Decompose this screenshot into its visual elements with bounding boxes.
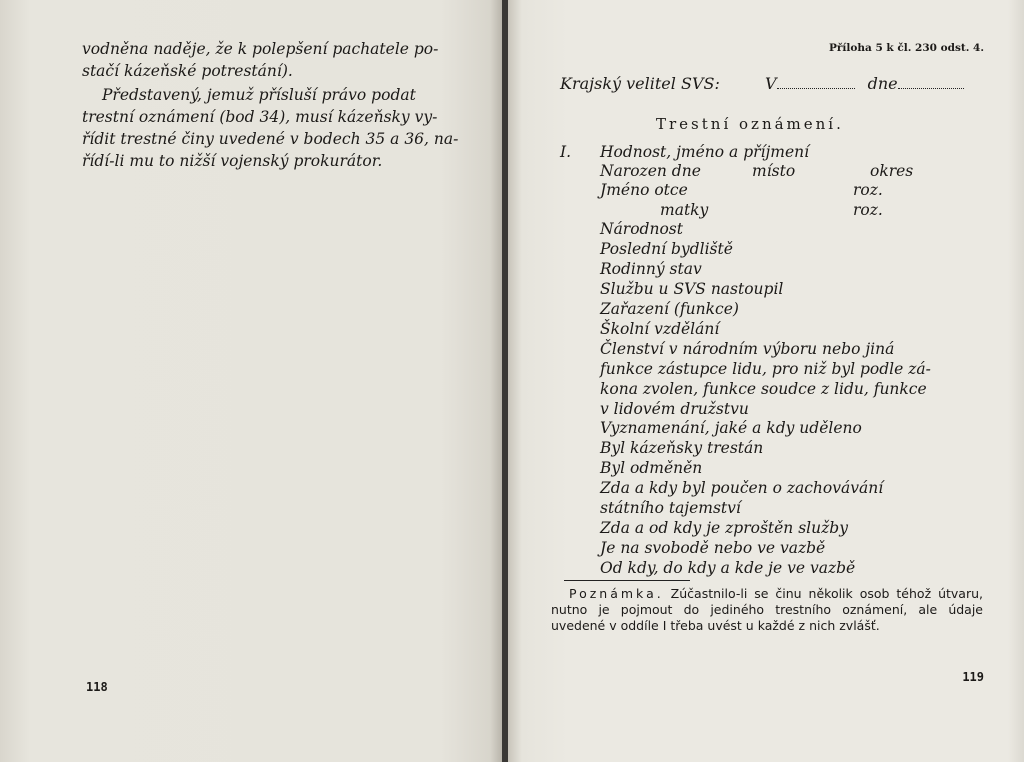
place-label: V: [764, 74, 777, 93]
paragraph-continuation: [82, 38, 482, 82]
form-item: roz.: [853, 200, 883, 219]
form-item: Rodinný stav: [600, 259, 702, 278]
text-line: řídit trestné činy uvedené v bodech 35 a 36, na-: [82, 130, 459, 148]
date-field[interactable]: [898, 88, 964, 89]
form-item: Byl kázeňsky trestán: [600, 439, 764, 458]
appendix-reference: Příloha 5 k čl. 230 odst. 4.: [828, 42, 984, 54]
form-item: Školní vzdělání: [600, 319, 720, 338]
form-item: Členství v národním výboru nebo jiná: [600, 339, 895, 358]
header-line: [560, 74, 964, 93]
text-line: Představený, jemuž přísluší právo podat: [102, 86, 416, 104]
regional-commander-label: Krajský velitel SVS:: [560, 74, 720, 93]
form-item: Narozen dne: [600, 162, 701, 180]
text-line: vodněna naděje, že k polepšení pachatele po-: [82, 40, 439, 58]
form-item: okres: [870, 162, 914, 180]
form-item: Zda a kdy byl poučen o zachovávání: [600, 479, 884, 498]
left-page: [0, 0, 502, 762]
paragraph-representative: [82, 84, 482, 172]
document-title: Trestní oznámení.: [656, 115, 844, 133]
form-item: Národnost: [600, 219, 683, 238]
text-line: řídí-li mu to nižší vojenský prokurátor.: [82, 152, 383, 170]
form-item: Službu u SVS nastoupil: [600, 279, 784, 298]
footnote: [551, 586, 983, 634]
form-item: Je na svobodě nebo ve vazbě: [600, 539, 826, 558]
form-item: místo: [752, 162, 796, 180]
form-item: Zařazení (funkce): [600, 299, 739, 318]
text-line: trestní oznámení (bod 34), musí kázeňsky vy-: [82, 108, 438, 126]
note-label: Poznámka.: [569, 586, 664, 601]
form-item: Byl odměněn: [600, 459, 703, 478]
form-item: státního tajemství: [600, 499, 741, 518]
date-label: dne: [867, 74, 898, 93]
page-number: 119: [962, 670, 984, 684]
form-item: Od kdy, do kdy a kde je ve vazbě: [600, 559, 856, 578]
form-item: Hodnost, jméno a příjmení: [600, 143, 810, 161]
note-text: Zúčastnilo-li se činu několik osob téhož útvaru, nutno je pojmout do jediného trestního oznámení, ale údaje uvedené v oddíle I třeba uvést u každé z nich zvlášť.: [551, 586, 983, 633]
footnote-divider: [564, 580, 690, 581]
page-number: 118: [86, 680, 108, 694]
right-page: [508, 0, 1024, 762]
section-number: I.: [560, 143, 572, 161]
form-item: Zda a od kdy je zproštěn služby: [600, 519, 848, 538]
form-item: Poslední bydliště: [600, 239, 733, 258]
text-line: stačí kázeňské potrestání).: [82, 62, 293, 80]
form-item: kona zvolen, funkce soudce z lidu, funkce: [600, 379, 927, 398]
place-field[interactable]: [777, 88, 855, 89]
form-item: funkce zástupce lidu, pro niž byl podle zá-: [600, 359, 931, 378]
form-item: Jméno otce: [600, 181, 688, 199]
form-item: roz.: [853, 181, 883, 199]
form-item: matky: [660, 200, 709, 219]
form-item: v lidovém družstvu: [600, 399, 749, 418]
form-item: Vyznamenání, jaké a kdy uděleno: [600, 419, 862, 438]
